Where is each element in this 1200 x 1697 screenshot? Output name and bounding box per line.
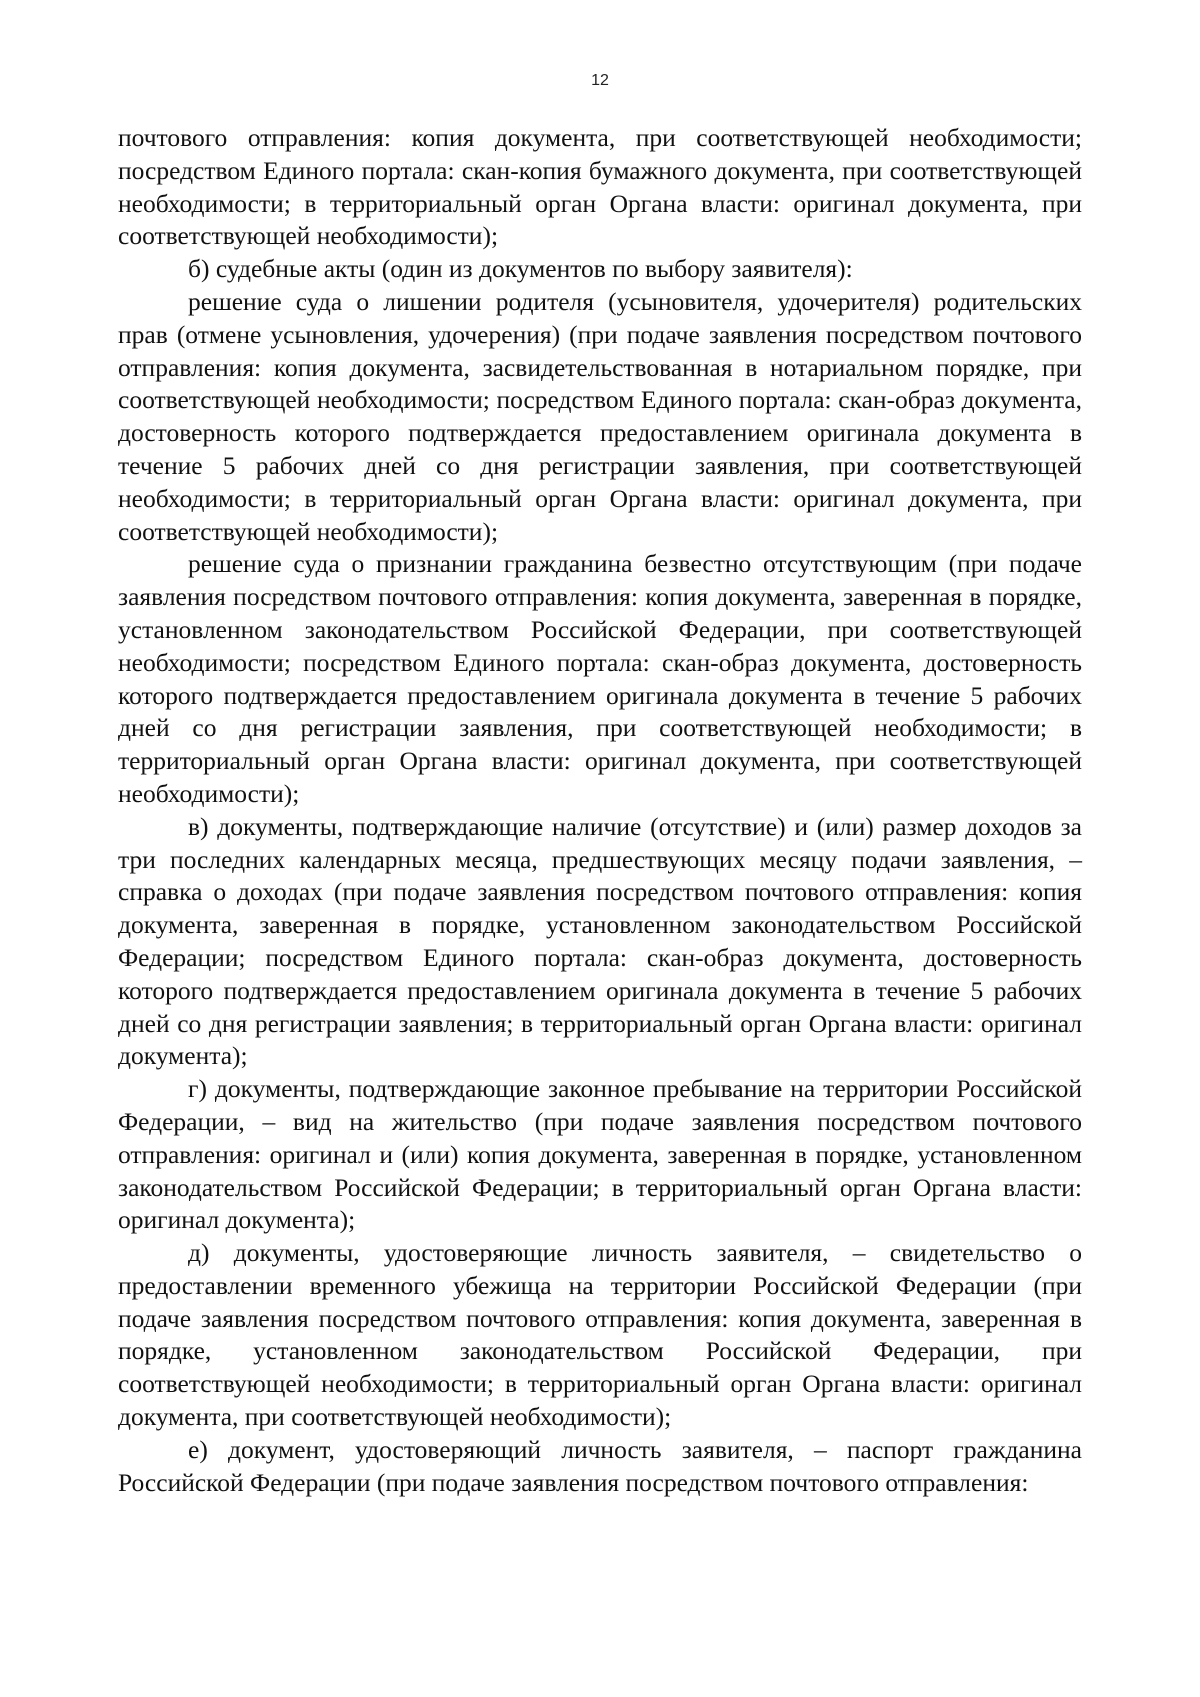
document-body (118, 122, 1082, 1499)
page-number: 12 (591, 72, 609, 89)
paragraph-item-e: е) документ, удостоверяющий личность заявителя, – паспорт гражданина Российской Федерации (при подаче заявления посредством почтового отправления: (118, 1434, 1082, 1497)
paragraph-court-decision-parental-rights: решение суда о лишении родителя (усыновителя, удочерителя) родительских прав (отмене усыновления, удочерения) (при подаче заявления посредством почтового отправления: копия документа, засвидетельствованная в нотариальном порядке, при соответствующей необходимости; посредством Единого портала: скан-образ документа, достоверность которого подтверждается предоставлением оригинала документа в течение 5 рабочих дней со дня регистрации заявления, при соответствующей необходимости; в территориальный орган Органа власти: оригинал документа, при соответствующей необходимости); (118, 286, 1082, 546)
paragraph-item-b: б) судебные акты (один из документов по выбору заявителя): (188, 254, 853, 284)
paragraph-court-decision-missing-person: решение суда о признании гражданина безвестно отсутствующим (при подаче заявления посредством почтового отправления: копия документа, заверенная в порядке, установленном законодательством Российской Федерации, при соответствующей необходимости; посредством Единого портала: скан-образ документа, достоверность которого подтверждается предоставлением оригинала документа в течение 5 рабочих дней со дня регистрации заявления, при соответствующей необходимости; в территориальный орган Органа власти: оригинал документа, при соответствующей необходимости); (118, 549, 1082, 808)
paragraph-item-g: г) документы, подтверждающие законное пребывание на территории Российской Федерации, – вид на жительство (при подаче заявления посредством почтового отправления: оригинал и (или) копия документа, заверенная в порядке, установленном законодательством Российской Федерации; в территориальный орган Органа власти: оригинал документа); (118, 1074, 1082, 1235)
paragraph-item-v: в) документы, подтверждающие наличие (отсутствие) и (или) размер доходов за три последних календарных месяца, предшествующих месяцу подачи заявления, – справка о доходах (при подаче заявления посредством почтового отправления: копия документа, заверенная в порядке, установленном законодательством Российской Федерации; посредством Единого портала: скан-образ документа, достоверность которого подтверждается предоставлением оригинала документа в течение 5 рабочих дней со дня регистрации заявления; в территориальный орган Органа власти: оригинал документа); (118, 811, 1082, 1071)
paragraph-continuation: почтового отправления: копия документа, при соответствующей необходимости; посредством Единого портала: скан-копия бумажного документа, при соответствующей необходимости; в территориальный орган Органа власти: оригинал документа, при соответствующей необходимости); (118, 123, 1082, 251)
paragraph-item-d: д) документы, удостоверяющие личность заявителя, – свидетельство о предоставлении временного убежища на территории Российской Федерации (при подаче заявления посредством почтового отправления: копия документа, заверенная в порядке, установленном законодательством Российской Федерации, при соответствующей необходимости; в территориальный орган Органа власти: оригинал документа, при соответствующей необходимости); (118, 1238, 1082, 1432)
